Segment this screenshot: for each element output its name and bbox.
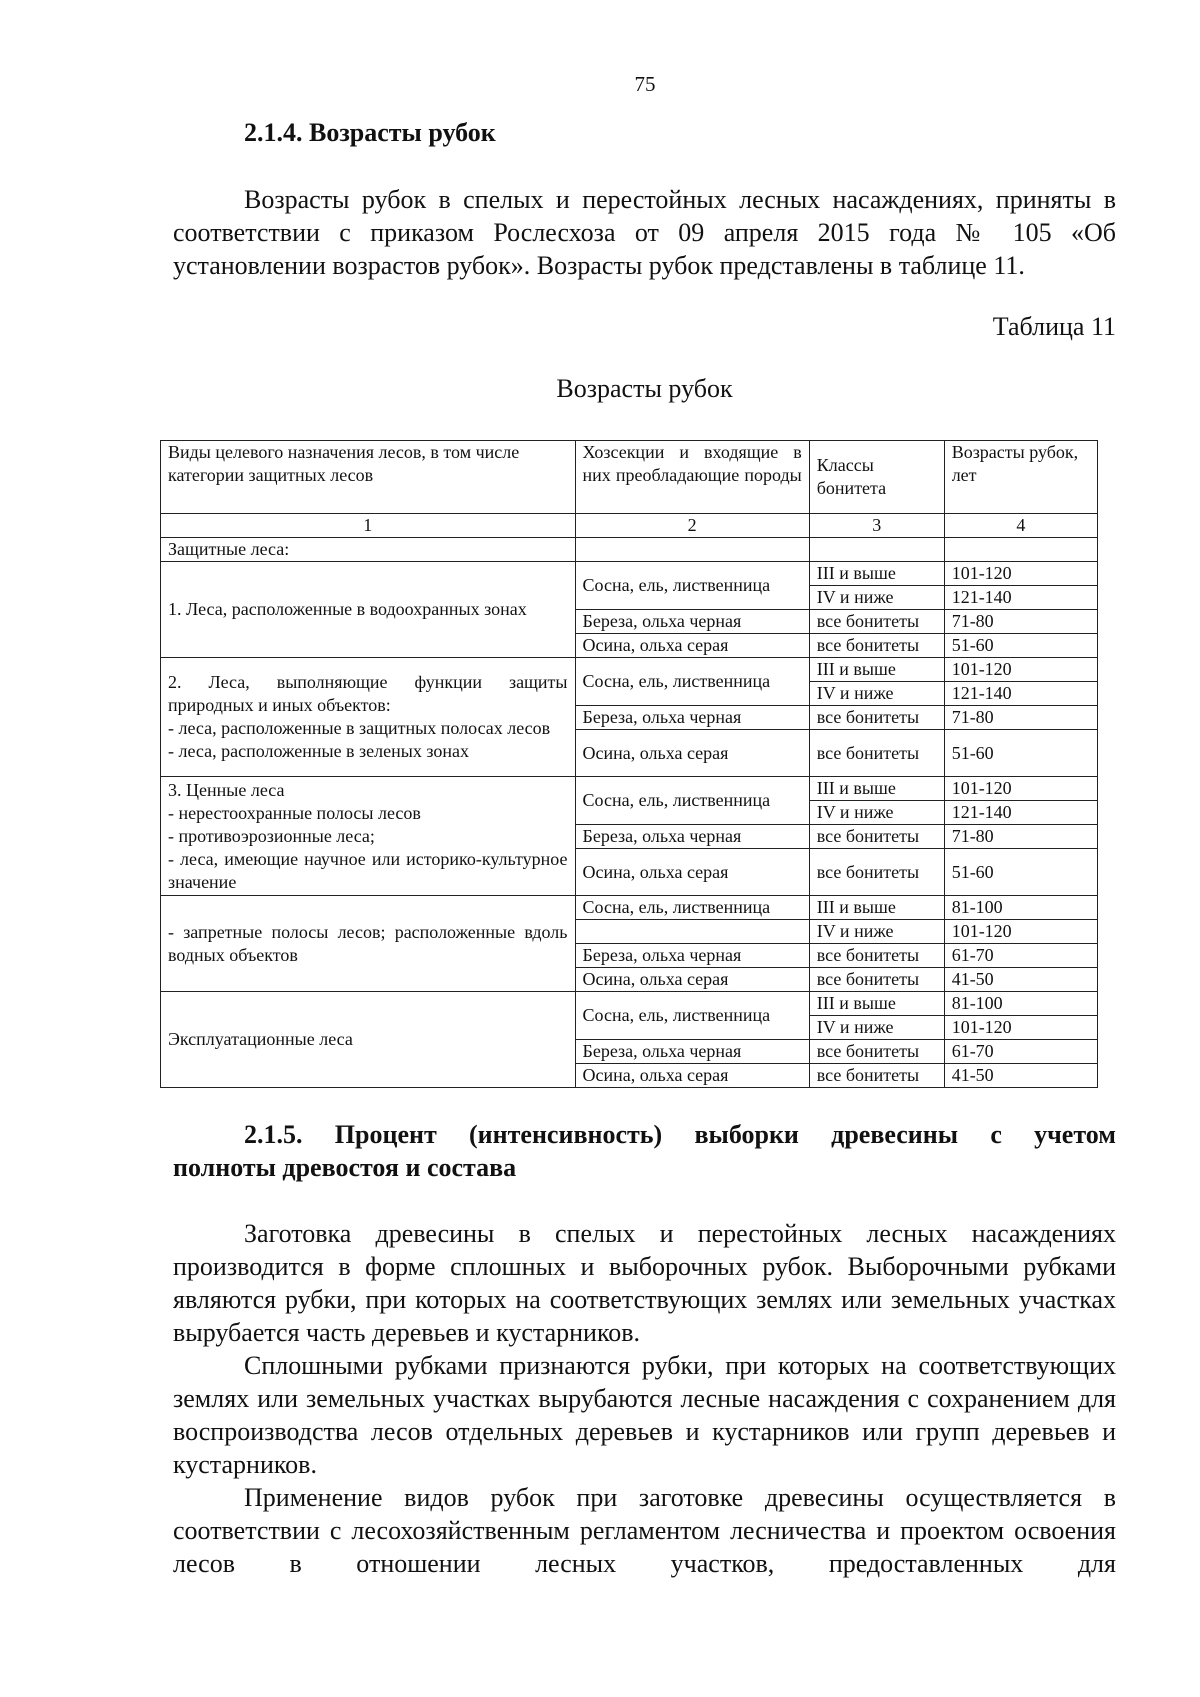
cutting-ages-table [160, 440, 1098, 1088]
age-cell: 101-120 [944, 920, 1097, 944]
age-cell: 71-80 [944, 706, 1097, 730]
age-cell: 101-120 [944, 1016, 1097, 1040]
paragraph-application [173, 1481, 1116, 1580]
species-cell: Осина, ольха серая [575, 968, 809, 992]
header-ages: Возрасты рубок, лет [944, 441, 1097, 514]
species-cell: Сосна, ель, лиственница [575, 562, 809, 610]
table-row [161, 896, 1098, 920]
age-cell: 51-60 [944, 634, 1097, 658]
group-row [161, 538, 1098, 562]
heading-line: полноты древостоя и состава [173, 1153, 517, 1182]
age-cell: 61-70 [944, 1040, 1097, 1064]
age-cell: 101-120 [944, 562, 1097, 586]
class-cell: III и выше [809, 658, 944, 682]
header-purpose: Виды целевого назначения лесов, в том числе категории защитных лесов [161, 441, 576, 514]
species-cell: Сосна, ель, лиственница [575, 992, 809, 1040]
age-cell: 121-140 [944, 801, 1097, 825]
species-cell: Осина, ольха серая [575, 730, 809, 777]
age-cell: 121-140 [944, 682, 1097, 706]
table-row [161, 777, 1098, 801]
category-valuable-forests: 3. Ценные леса - нерестоохранные полосы лесов - противоэрозионные леса; - леса, имеющие научное или историко-культурное значение [161, 777, 576, 896]
species-cell: Береза, ольха черная [575, 825, 809, 849]
class-cell: III и выше [809, 777, 944, 801]
class-cell: все бонитеты [809, 825, 944, 849]
heading-line: 2.1.5. Процент (интенсивность) выборки древесины с учетом [244, 1120, 1116, 1149]
species-cell-empty [575, 920, 809, 944]
class-cell: все бонитеты [809, 968, 944, 992]
group-protective: Защитные леса: [161, 538, 576, 562]
age-cell: 51-60 [944, 849, 1097, 896]
species-cell: Сосна, ель, лиственница [575, 658, 809, 706]
species-cell: Береза, ольха черная [575, 706, 809, 730]
paragraph-text: Заготовка древесины в спелых и перестойных лесных насаждениях производится в форме сплошных и выборочных рубок. Выборочными рубками являются рубки, при которых на соответствующих землях или земельных участках вырубается часть деревьев и кустарников. [173, 1219, 1116, 1347]
age-cell: 41-50 [944, 1064, 1097, 1088]
category-exploitation-forests: Эксплуатационные леса [161, 992, 576, 1088]
class-cell: III и выше [809, 562, 944, 586]
column-number-row [161, 514, 1098, 538]
table-label: Таблица 11 [992, 312, 1116, 341]
class-cell: III и выше [809, 896, 944, 920]
category-restricted-strips: - запретные полосы лесов; расположенные вдоль водных объектов [161, 896, 576, 992]
header-classes: Классы бонитета [809, 441, 944, 514]
paragraph-text: Применение видов рубок при заготовке древесины осуществляется в соответствии с лесохозяйственным регламентом лесничества и проектом освоения лесов в отношении лесных участков, предоставленных для [173, 1483, 1116, 1578]
table-row [161, 658, 1098, 682]
table-title: Возрасты рубок [556, 374, 733, 403]
table-row [161, 992, 1098, 1016]
table-row [161, 562, 1098, 586]
column-number: 4 [944, 514, 1097, 538]
column-number: 3 [809, 514, 944, 538]
category-protective-functions: 2. Леса, выполняющие функции защиты природных и иных объектов: - леса, расположенные в защитных полосах лесов - леса, расположенные в зеленых зонах [161, 658, 576, 777]
class-cell: все бонитеты [809, 849, 944, 896]
section-heading-2-1-4: 2.1.4. Возрасты рубок [244, 118, 496, 147]
class-cell: IV и ниже [809, 801, 944, 825]
age-cell: 71-80 [944, 825, 1097, 849]
class-cell: все бонитеты [809, 706, 944, 730]
header-sections: Хозсекции и входящие в них преобладающие породы [575, 441, 809, 514]
paragraph-cutting-ages [173, 183, 1116, 282]
class-cell: все бонитеты [809, 1040, 944, 1064]
class-cell: IV и ниже [809, 920, 944, 944]
species-cell: Осина, ольха серая [575, 849, 809, 896]
age-cell: 121-140 [944, 586, 1097, 610]
class-cell: все бонитеты [809, 1064, 944, 1088]
age-cell: 41-50 [944, 968, 1097, 992]
class-cell: III и выше [809, 992, 944, 1016]
age-cell: 81-100 [944, 992, 1097, 1016]
age-cell: 101-120 [944, 658, 1097, 682]
paragraph-text: Сплошными рубками признаются рубки, при которых на соответствующих землях или земельных участках вырубаются лесные насаждения с сохранением для воспроизводства лесов отдельных деревьев и кустарников или групп деревьев и кустарников. [173, 1351, 1116, 1479]
class-cell: IV и ниже [809, 682, 944, 706]
species-cell: Береза, ольха черная [575, 944, 809, 968]
section-heading-2-1-5 [173, 1118, 1116, 1184]
species-cell: Осина, ольха серая [575, 634, 809, 658]
paragraph-clear-cutting [173, 1349, 1116, 1481]
page-number: 75 [634, 72, 656, 96]
species-cell: Осина, ольха серая [575, 1064, 809, 1088]
class-cell: все бонитеты [809, 610, 944, 634]
age-cell: 51-60 [944, 730, 1097, 777]
age-cell: 71-80 [944, 610, 1097, 634]
category-water-protection: 1. Леса, расположенные в водоохранных зонах [161, 562, 576, 658]
class-cell: все бонитеты [809, 634, 944, 658]
species-cell: Береза, ольха черная [575, 610, 809, 634]
class-cell: IV и ниже [809, 586, 944, 610]
table-header-row [161, 441, 1098, 514]
species-cell: Береза, ольха черная [575, 1040, 809, 1064]
paragraph-text: Возрасты рубок в спелых и перестойных лесных насаждениях, приняты в соответствии с приказом Рослесхоза от 09 апреля 2015 года № 105 «Об установлении возрастов рубок». Возрасты рубок представлены в таблице 11. [173, 185, 1116, 280]
column-number: 1 [161, 514, 576, 538]
age-cell: 61-70 [944, 944, 1097, 968]
species-cell: Сосна, ель, лиственница [575, 896, 809, 920]
column-number: 2 [575, 514, 809, 538]
class-cell: все бонитеты [809, 730, 944, 777]
age-cell: 101-120 [944, 777, 1097, 801]
species-cell: Сосна, ель, лиственница [575, 777, 809, 825]
paragraph-harvesting [173, 1217, 1116, 1349]
age-cell: 81-100 [944, 896, 1097, 920]
class-cell: все бонитеты [809, 944, 944, 968]
class-cell: IV и ниже [809, 1016, 944, 1040]
